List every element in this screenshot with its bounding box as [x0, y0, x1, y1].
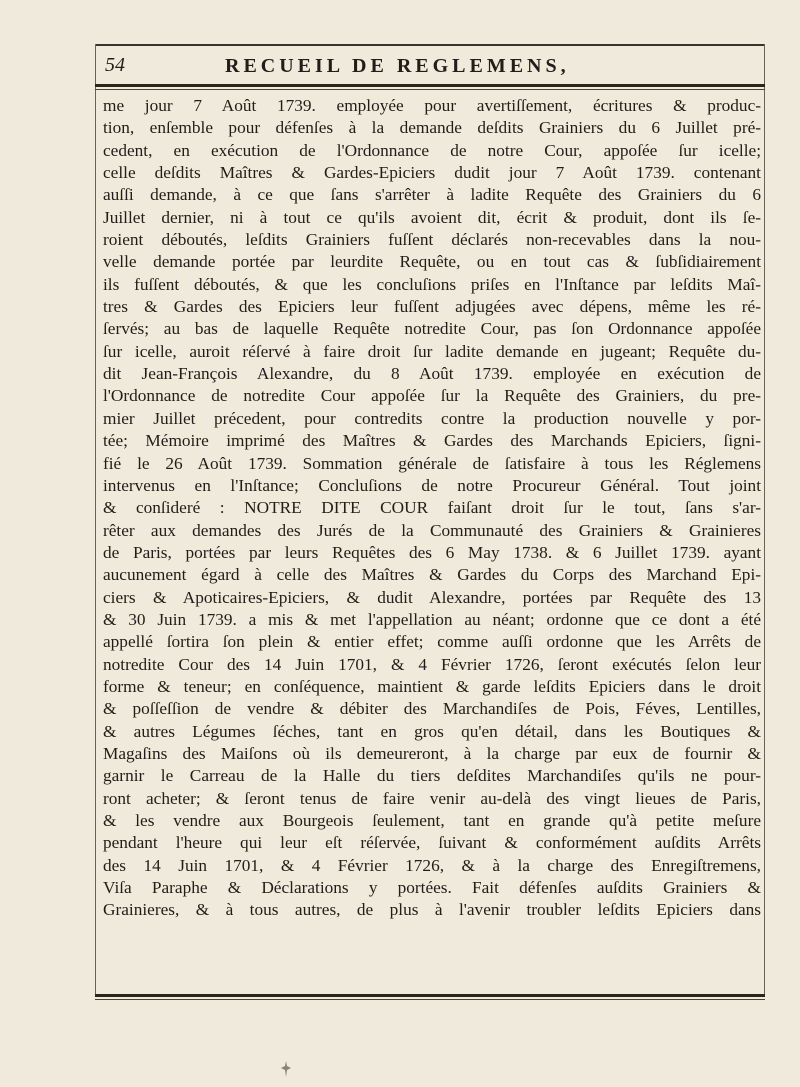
- text-line: & conſideré : NOTRE DITE COUR faiſant droit ſur le tout, ſans s'ar-: [103, 498, 761, 518]
- text-line: auſſi demande, à ce que ſans s'arrêter à ladite Requête des Grainiers du 6: [103, 185, 761, 205]
- header-rule-thin: [95, 89, 765, 90]
- text-line: intervenus en l'Inſtance; Concluſions de notre Procureur Général. Tout joint: [103, 475, 761, 495]
- text-line: pendant l'heure qui leur eſt réſervée, ſuivant & conformément auſdits Arrêts: [103, 833, 761, 853]
- text-line: ſervés; au bas de laquelle Requête notredite Cour, pas ſon Ordonnance appoſée: [103, 319, 761, 339]
- text-line: & poſſeſſion de vendre & débiter des Marchandiſes de Pois, Féves, Lentilles,: [103, 699, 761, 719]
- page-header: [95, 52, 765, 82]
- text-line: cedent, en exécution de l'Ordonnance de notre Cour, appoſée ſur icelle;: [103, 140, 761, 160]
- page-number: 54: [105, 54, 125, 76]
- text-line: Viſa Paraphe & Déclarations y portées. Fait défenſes auſdits Grainiers &: [103, 878, 761, 898]
- left-frame-rule: [95, 44, 96, 994]
- text-line: roient déboutés, leſdits Grainiers fuſſent déclarés non-recevables dans la nou-: [103, 230, 761, 250]
- text-line: Grainieres, & à tous autres, de plus à l'avenir troubler leſdits Epiciers dans: [103, 900, 761, 920]
- top-border-rule: [95, 44, 765, 46]
- text-line: l'Ordonnance de notredite Cour appoſée ſur la Requête des Grainiers, du pre-: [103, 386, 761, 406]
- body-text: [103, 95, 761, 922]
- text-line: ciers & Apoticaires-Epiciers, & dudit Alexandre, portées par Requête des 13: [103, 587, 761, 607]
- text-line: notredite Cour des 14 Juin 1701, & 4 Février 1726, ſeront exécutés ſelon leur: [103, 654, 761, 674]
- running-title: RECUEIL DE REGLEMENS,: [225, 55, 570, 77]
- text-line: Magaſins des Maiſons où ils demeureront, à la charge par eux de fournir &: [103, 743, 761, 763]
- text-line: & 30 Juin 1739. a mis & met l'appellation au néant; ordonne que ce dont a été: [103, 609, 761, 629]
- right-frame-rule: [764, 44, 765, 994]
- text-line: dit Jean-François Alexandre, du 8 Août 1739. employée en exécution de: [103, 364, 761, 384]
- text-line: ſur icelle, auroit réſervé à faire droit ſur ladite demande en jugeant; Requête du-: [103, 341, 761, 361]
- text-line: de Paris, portées par leurs Requêtes des 6 May 1738. & 6 Juillet 1739. ayant: [103, 542, 761, 562]
- text-line: & les vendre aux Bourgeois ſeulement, tant en grande qu'à petite meſure: [103, 811, 761, 830]
- bottom-border-rule: [95, 994, 765, 997]
- text-line: tres & Gardes des Epiciers leur fuſſent adjugées avec dépens, même les ré-: [103, 297, 761, 317]
- bottom-border-rule-thin: [95, 999, 765, 1000]
- header-rule: [95, 84, 765, 87]
- text-line: & autres Légumes ſéches, tant en gros qu'en détail, dans les Boutiques &: [103, 721, 761, 741]
- text-line: tée; Mémoire imprimé des Maîtres & Gardes des Marchands Epiciers, ſigni-: [103, 431, 761, 451]
- text-line: aucunement égard à celle des Maîtres & Gardes du Corps des Marchand Epi-: [103, 565, 761, 585]
- text-line: ils fuſſent déboutés, & que les concluſions priſes en l'Inſtance par leſdits Maî-: [103, 274, 761, 294]
- text-line: Juillet dernier, ni à tout ce qu'ils avoient dit, écrit & produit, dont ils ſe-: [103, 207, 761, 227]
- text-line: tion, enſemble pour défenſes à la demande deſdits Grainiers du 6 Juillet pré-: [103, 118, 761, 138]
- text-line: des 14 Juin 1701, & 4 Février 1726, & à la charge des Enregiſtremens,: [103, 855, 761, 875]
- text-line: ront acheter; & ſeront tenus de faire venir au-delà des vingt lieues de Paris,: [103, 788, 761, 808]
- text-line: forme & teneur; en conſéquence, maintient & garde leſdits Epiciers dans le droit: [103, 676, 761, 696]
- text-line: me jour 7 Août 1739. employée pour avertiſſement, écritures & produc-: [103, 96, 761, 115]
- text-line: rêter aux demandes des Jurés de la Communauté des Grainiers & Grainieres: [103, 520, 761, 540]
- text-line: fié le 26 Août 1739. Sommation générale de ſatisfaire à tous les Réglemens: [103, 453, 761, 473]
- printer-ornament-icon: [280, 1060, 292, 1078]
- text-line: velle demande portée par leurdite Requête, ou en tout cas & ſubſidiairement: [103, 252, 761, 272]
- text-line: celle deſdits Maîtres & Gardes-Epiciers dudit jour 7 Août 1739. contenant: [103, 163, 761, 183]
- text-line: appellé ſortira ſon plein & entier effet; comme auſſi ordonne que les Arrêts de: [103, 632, 761, 652]
- text-line: garnir le Carreau de la Halle du tiers deſdites Marchandiſes qu'ils ne pour-: [103, 766, 761, 786]
- text-line: mier Juillet précedent, pour contredits contre la production nouvelle y por-: [103, 408, 761, 428]
